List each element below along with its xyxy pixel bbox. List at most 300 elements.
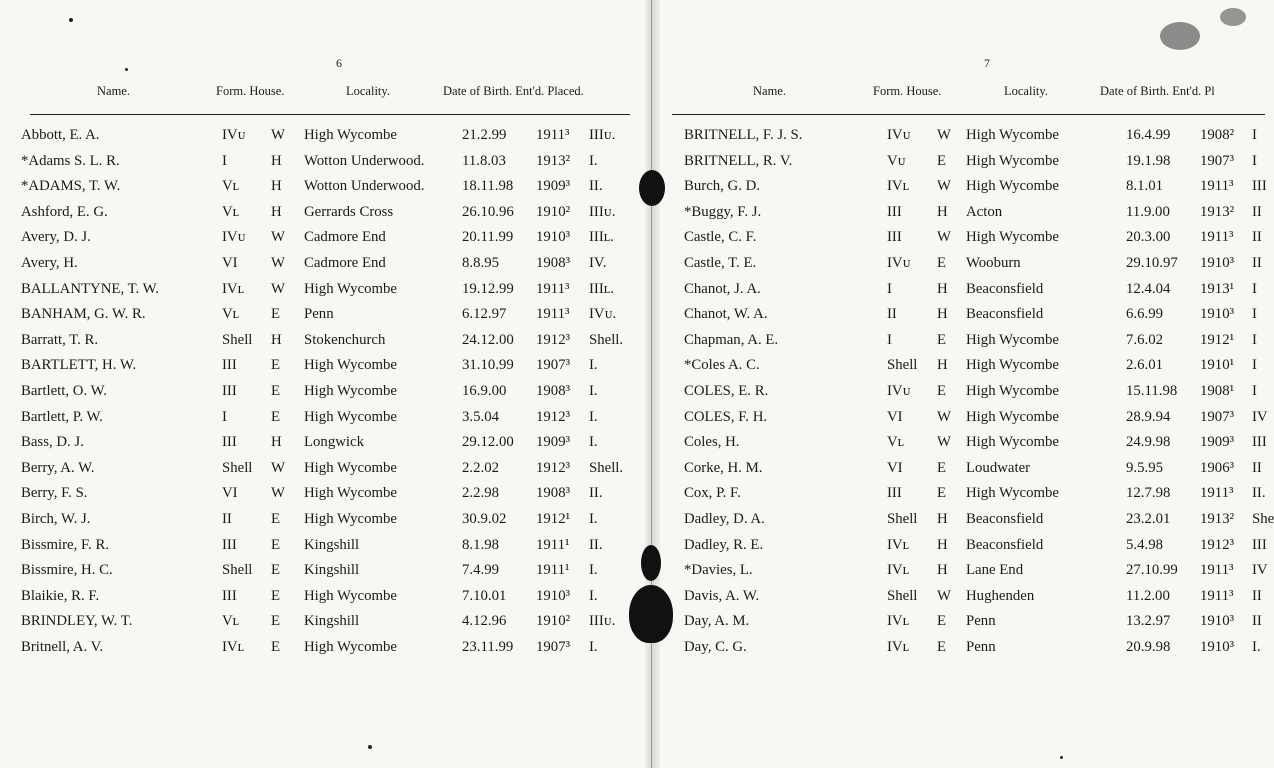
cell-name: Berry, F. S. — [21, 485, 88, 502]
table-row — [660, 204, 1265, 230]
cell-form: VI — [222, 485, 238, 502]
cell-locality: High Wycombe — [304, 357, 397, 374]
table-row — [0, 127, 645, 153]
table-row — [0, 562, 645, 588]
cell-entered: 1911³ — [1200, 229, 1234, 246]
cell-placed: I — [1252, 383, 1257, 399]
cell-house: E — [271, 383, 281, 399]
cell-placed: II. — [589, 536, 603, 553]
cell-placed: Shell. — [589, 331, 624, 348]
table-row — [660, 434, 1265, 460]
table-row — [0, 409, 645, 435]
cell-date-of-birth: 11.2.00 — [1126, 587, 1170, 604]
cell-name: Chanot, W. A. — [684, 306, 768, 323]
table-row — [0, 588, 645, 614]
cell-name: *Adams S. L. R. — [21, 152, 120, 169]
column-header-form-house: Form. House. — [216, 84, 285, 98]
cell-placed: III — [1252, 434, 1267, 451]
cell-house: H — [271, 434, 282, 451]
table-row — [660, 408, 1268, 435]
cell-locality: High Wycombe — [304, 511, 397, 527]
table-row — [660, 511, 1274, 537]
cell-placed: I. — [589, 357, 598, 374]
cell-form: II — [222, 511, 232, 527]
cell-placed: I. — [589, 511, 598, 527]
cell-date-of-birth: 24.9.98 — [1126, 434, 1171, 451]
cell-date-of-birth: 28.9.94 — [1126, 408, 1171, 425]
cell-form: VI — [222, 255, 238, 271]
cell-placed: II — [1252, 459, 1262, 476]
table-row — [660, 127, 1265, 153]
cell-form: Vʟ — [222, 178, 240, 195]
cell-name: Dadley, D. A. — [684, 511, 765, 527]
cell-date-of-birth: 6.6.99 — [1126, 306, 1163, 323]
cell-house: W — [937, 178, 951, 195]
cell-house: W — [937, 127, 951, 143]
cell-form: III — [887, 229, 902, 246]
cell-name: Abbott, E. A. — [21, 127, 100, 143]
cell-date-of-birth: 2.6.01 — [1126, 357, 1163, 374]
cell-form: Shell — [222, 459, 253, 476]
cell-form: I — [222, 152, 227, 169]
table-row — [0, 434, 645, 460]
book-spine — [645, 0, 660, 768]
cell-locality: Cadmore End — [304, 229, 386, 246]
cell-form: Shell — [887, 357, 918, 374]
cell-form: I — [887, 280, 892, 297]
cell-house: W — [937, 229, 951, 246]
cell-house: W — [271, 459, 285, 476]
cell-entered: 1910³ — [1200, 639, 1235, 655]
cell-form: III — [222, 587, 237, 604]
column-header-name: Name. — [753, 84, 786, 98]
cell-name: Berry, A. W. — [21, 459, 95, 476]
table-row — [660, 383, 1265, 409]
cell-locality: High Wycombe — [966, 383, 1059, 399]
cell-name: Day, A. M. — [684, 613, 750, 630]
cell-house: W — [271, 255, 285, 271]
cell-locality: Longwick — [304, 434, 364, 451]
cell-placed: II — [1252, 587, 1262, 604]
spine-line — [651, 0, 652, 768]
cell-placed: II — [1252, 203, 1262, 220]
cell-locality: High Wycombe — [966, 331, 1059, 348]
page-number: 7 — [984, 56, 990, 70]
table-row — [660, 562, 1268, 588]
cell-placed: II. — [589, 178, 603, 195]
ink-smudge — [1160, 22, 1200, 50]
cell-date-of-birth: 6.12.97 — [462, 306, 507, 323]
cell-house: E — [271, 639, 281, 655]
cell-date-of-birth: 12.4.04 — [1126, 280, 1171, 297]
table-row — [0, 204, 645, 230]
cell-locality: High Wycombe — [304, 639, 397, 655]
cell-form: VI — [887, 408, 903, 425]
cell-house: H — [937, 536, 948, 553]
cell-placed: IIIᴜ. — [589, 127, 616, 143]
table-row — [0, 178, 645, 204]
cell-date-of-birth: 20.9.98 — [1126, 639, 1171, 655]
cell-form: IVʟ — [887, 178, 909, 195]
cell-locality: Loudwater — [966, 459, 1031, 476]
cell-name: *Davies, L. — [684, 562, 753, 579]
cell-entered: 1909³ — [1200, 434, 1235, 451]
cell-placed: I — [1252, 280, 1257, 297]
cell-placed: I. — [589, 639, 598, 655]
cell-entered: 1912³ — [536, 408, 571, 425]
cell-entered: 1913² — [1200, 203, 1235, 220]
cell-name: Coles, H. — [684, 434, 740, 451]
cell-locality: Cadmore End — [304, 255, 386, 271]
cell-form: III — [222, 383, 237, 399]
cell-date-of-birth: 7.4.99 — [462, 562, 499, 579]
column-header-locality: Locality. — [1004, 84, 1048, 98]
cell-house: W — [271, 127, 285, 143]
speck — [69, 18, 73, 22]
cell-date-of-birth: 11.9.00 — [1126, 203, 1170, 220]
cell-locality: Kingshill — [304, 536, 360, 553]
column-header-name: Name. — [97, 84, 130, 98]
cell-entered: 1910³ — [1200, 306, 1235, 323]
cell-entered: 1907³ — [536, 357, 571, 374]
cell-entered: 1911³ — [536, 280, 570, 297]
cell-locality: High Wycombe — [304, 280, 397, 297]
cell-locality: Kingshill — [304, 562, 360, 579]
cell-form: Shell — [222, 331, 253, 348]
cell-placed: IIIʟ. — [589, 280, 614, 297]
cell-date-of-birth: 20.3.00 — [1126, 229, 1171, 246]
cell-house: E — [271, 587, 281, 604]
cell-name: Britnell, A. V. — [21, 639, 104, 655]
cell-locality: High Wycombe — [966, 357, 1059, 374]
cell-date-of-birth: 18.11.98 — [462, 178, 514, 195]
cell-name: Avery, D. J. — [21, 229, 91, 246]
cell-house: E — [937, 331, 947, 348]
cell-locality: High Wycombe — [966, 178, 1059, 195]
cell-date-of-birth: 7.10.01 — [462, 587, 507, 604]
cell-locality: Penn — [304, 306, 334, 323]
cell-house: W — [271, 485, 285, 502]
cell-locality: Beaconsfield — [966, 511, 1044, 527]
cell-locality: High Wycombe — [966, 434, 1059, 451]
cell-form: III — [887, 485, 902, 502]
table-row — [0, 460, 645, 486]
cell-entered: 1908³ — [536, 255, 571, 271]
table-row — [0, 537, 645, 563]
cell-locality: Acton — [966, 203, 1003, 220]
cell-house: E — [937, 613, 947, 630]
cell-entered: 1910³ — [536, 229, 571, 246]
cell-entered: 1912³ — [536, 331, 571, 348]
cell-house: H — [271, 331, 282, 348]
table-row — [660, 588, 1265, 614]
cell-placed: I. — [589, 383, 598, 399]
cell-name: Dadley, R. E. — [684, 536, 764, 553]
cell-entered: 1911¹ — [536, 536, 570, 553]
cell-placed: I. — [589, 152, 598, 169]
table-row — [0, 357, 645, 383]
cell-house: W — [937, 408, 951, 425]
cell-date-of-birth: 7.6.02 — [1126, 331, 1163, 348]
cell-name: Castle, T. E. — [684, 255, 757, 271]
cell-form: IVʟ — [887, 613, 909, 630]
cell-date-of-birth: 3.5.04 — [462, 408, 499, 425]
cell-name: *Coles A. C. — [684, 357, 760, 374]
cell-name: Bartlett, P. W. — [21, 408, 103, 425]
cell-house: E — [937, 459, 947, 476]
cell-date-of-birth: 9.5.95 — [1126, 459, 1163, 476]
cell-form: IVʟ — [887, 536, 909, 553]
cell-house: H — [937, 357, 948, 374]
cell-name: Davis, A. W. — [684, 587, 760, 604]
cell-name: BRITNELL, R. V. — [684, 152, 793, 169]
table-row — [0, 383, 645, 409]
cell-form: I — [222, 408, 227, 425]
cell-house: H — [937, 562, 948, 579]
cell-entered: 1908¹ — [1200, 383, 1235, 399]
cell-house: H — [937, 280, 948, 297]
cell-form: IVʟ — [887, 562, 909, 579]
table-row — [660, 281, 1265, 307]
cell-house: H — [271, 178, 282, 195]
cell-form: Shell — [222, 562, 253, 579]
cell-date-of-birth: 24.12.00 — [462, 331, 514, 348]
cell-house: H — [271, 203, 282, 220]
cell-house: E — [271, 306, 281, 323]
cell-name: Barratt, T. R. — [21, 331, 99, 348]
cell-date-of-birth: 19.1.98 — [1126, 152, 1171, 169]
cell-entered: 1911³ — [1200, 178, 1234, 195]
right-page — [660, 0, 1274, 768]
cell-entered: 1910³ — [1200, 613, 1235, 630]
column-header-locality: Locality. — [346, 84, 390, 98]
cell-name: Chapman, A. E. — [684, 331, 779, 348]
cell-locality: High Wycombe — [304, 383, 397, 399]
cell-entered: 1907³ — [1200, 408, 1235, 425]
cell-placed: Shell. — [589, 459, 624, 476]
cell-date-of-birth: 2.2.98 — [462, 485, 499, 502]
cell-name: COLES, E. R. — [684, 383, 769, 399]
cell-name: *ADAMS, T. W. — [21, 178, 121, 195]
cell-date-of-birth: 8.1.01 — [1126, 178, 1163, 195]
cell-date-of-birth: 13.2.97 — [1126, 613, 1171, 630]
table-row — [0, 511, 645, 537]
cell-entered: 1911³ — [1200, 587, 1234, 604]
cell-locality: Penn — [966, 613, 996, 630]
cell-placed: I — [1252, 127, 1257, 143]
table-row — [660, 255, 1265, 281]
cell-form: IVʟ — [887, 639, 909, 655]
cell-date-of-birth: 29.12.00 — [462, 434, 514, 451]
cell-entered: 1913² — [1200, 511, 1235, 527]
cell-house: H — [937, 511, 948, 527]
cell-form: IVʟ — [222, 280, 244, 297]
cell-placed: II — [1252, 613, 1262, 630]
cell-date-of-birth: 19.12.99 — [462, 280, 514, 297]
cell-date-of-birth: 12.7.98 — [1126, 485, 1171, 502]
cell-name: Bartlett, O. W. — [21, 383, 107, 399]
column-header-dob-entd-placed: Date of Birth. Ent'd. Pl — [1100, 84, 1215, 98]
cell-locality: Wooburn — [966, 255, 1021, 271]
table-row — [660, 613, 1265, 639]
cell-locality: High Wycombe — [966, 408, 1059, 425]
cell-form: VI — [887, 459, 903, 476]
cell-entered: 1909³ — [536, 178, 571, 195]
column-header-dob-entd-placed: Date of Birth. Ent'd. Placed. — [443, 84, 584, 98]
cell-locality: Wotton Underwood. — [304, 178, 425, 195]
cell-locality: Beaconsfield — [966, 280, 1044, 297]
cell-locality: Penn — [966, 639, 996, 655]
cell-placed: II. — [1252, 485, 1266, 502]
cell-house: E — [271, 562, 281, 579]
cell-entered: 1910² — [536, 613, 571, 630]
cell-date-of-birth: 29.10.97 — [1126, 255, 1178, 271]
cell-date-of-birth: 8.1.98 — [462, 536, 499, 553]
cell-name: Birch, W. J. — [21, 511, 91, 527]
cell-name: Day, C. G. — [684, 639, 747, 655]
table-row — [660, 153, 1265, 179]
cell-locality: High Wycombe — [304, 459, 397, 476]
table-row — [660, 229, 1265, 255]
cell-entered: 1908³ — [536, 383, 571, 399]
cell-locality: Beaconsfield — [966, 306, 1044, 323]
cell-house: E — [271, 357, 281, 374]
cell-placed: I — [1252, 152, 1257, 169]
cell-locality: Kingshill — [304, 613, 360, 630]
speck — [1060, 756, 1063, 759]
table-row — [660, 460, 1265, 486]
cell-locality: Stokenchurch — [304, 331, 386, 348]
cell-placed: I. — [589, 562, 598, 579]
cell-form: Shell — [887, 511, 918, 527]
cell-form: II — [887, 306, 897, 323]
cell-form: IVᴜ — [222, 229, 246, 246]
cell-date-of-birth: 21.2.99 — [462, 127, 507, 143]
cell-name: Avery, H. — [21, 255, 78, 271]
cell-entered: 1913² — [536, 152, 571, 169]
cell-entered: 1911³ — [536, 127, 570, 143]
cell-placed: I. — [589, 587, 598, 604]
speck — [368, 745, 372, 749]
cell-entered: 1909³ — [536, 434, 571, 451]
cell-entered: 1911¹ — [536, 562, 570, 579]
cell-entered: 1908² — [1200, 127, 1235, 143]
cell-entered: 1910³ — [1200, 255, 1235, 271]
cell-locality: Lane End — [966, 562, 1024, 579]
cell-date-of-birth: 30.9.02 — [462, 511, 507, 527]
cell-house: E — [271, 613, 281, 630]
cell-placed: I. — [1252, 639, 1261, 655]
cell-form: Shell — [887, 587, 918, 604]
cell-form: IVʟ — [222, 639, 244, 655]
cell-date-of-birth: 15.11.98 — [1126, 383, 1178, 399]
column-header-form-house: Form. House. — [873, 84, 942, 98]
cell-placed: I — [1252, 306, 1257, 323]
cell-entered: 1912¹ — [1200, 331, 1235, 348]
speck — [125, 68, 128, 71]
cell-locality: High Wycombe — [966, 485, 1059, 502]
cell-placed: III — [1252, 178, 1267, 195]
ink-smudge — [1220, 8, 1246, 26]
cell-locality: High Wycombe — [304, 408, 397, 425]
cell-locality: High Wycombe — [966, 127, 1059, 143]
cell-house: E — [937, 485, 947, 502]
cell-date-of-birth: 23.2.01 — [1126, 511, 1171, 527]
table-row — [0, 229, 645, 255]
cell-form: IVᴜ — [222, 127, 246, 143]
table-row — [660, 357, 1265, 383]
cell-form: Vʟ — [222, 306, 240, 323]
cell-locality: Beaconsfield — [966, 536, 1044, 553]
cell-name: Burch, G. D. — [684, 178, 761, 195]
cell-locality: Hughenden — [966, 587, 1035, 604]
cell-name: Ashford, E. G. — [21, 203, 108, 220]
cell-placed: III — [1252, 536, 1267, 553]
cell-locality: High Wycombe — [304, 485, 397, 502]
cell-house: H — [271, 152, 282, 169]
cell-placed: IIIʟ. — [589, 229, 614, 246]
cell-name: BALLANTYNE, T. W. — [21, 280, 159, 297]
cell-form: IVᴜ — [887, 127, 911, 143]
cell-form: Vʟ — [222, 203, 240, 220]
cell-name: *Buggy, F. J. — [684, 203, 762, 220]
cell-name: Blaikie, R. F. — [21, 587, 100, 604]
cell-placed: II — [1252, 255, 1262, 271]
cell-house: W — [937, 434, 951, 451]
cell-entered: 1912¹ — [536, 511, 571, 527]
cell-date-of-birth: 11.8.03 — [462, 152, 506, 169]
cell-name: Bissmire, F. R. — [21, 536, 110, 553]
table-row — [660, 485, 1265, 511]
table-row — [660, 332, 1265, 358]
cell-placed: I — [1252, 357, 1257, 374]
cell-placed: IV — [1252, 562, 1268, 579]
table-row — [660, 306, 1265, 332]
cell-placed: II — [1252, 229, 1262, 246]
cell-form: III — [887, 203, 902, 220]
table-row — [0, 613, 645, 639]
cell-form: Vʟ — [887, 434, 905, 451]
cell-house: H — [937, 203, 948, 220]
cell-placed: I. — [589, 408, 598, 425]
cell-form: IVᴜ — [887, 383, 911, 399]
cell-entered: 1910³ — [536, 587, 571, 604]
cell-house: W — [271, 229, 285, 246]
cell-house: E — [937, 152, 947, 169]
cell-date-of-birth: 5.4.98 — [1126, 536, 1163, 553]
cell-form: I — [887, 331, 892, 348]
cell-form: III — [222, 536, 237, 553]
cell-date-of-birth: 20.11.99 — [462, 229, 514, 246]
cell-date-of-birth: 16.9.00 — [462, 383, 507, 399]
table-row — [0, 332, 645, 358]
table-row — [660, 537, 1265, 563]
cell-locality: High Wycombe — [304, 587, 397, 604]
cell-form: III — [222, 434, 237, 451]
cell-form: Vᴜ — [887, 152, 906, 169]
cell-name: Corke, H. M. — [684, 459, 763, 476]
header-rule — [30, 114, 630, 115]
cell-name: Cox, P. F. — [684, 485, 741, 502]
cell-form: Vʟ — [222, 613, 240, 630]
cell-placed: IV. — [589, 255, 607, 271]
cell-name: Bass, D. J. — [21, 434, 84, 451]
cell-date-of-birth: 23.11.99 — [462, 639, 514, 655]
cell-name: Castle, C. F. — [684, 229, 757, 246]
cell-placed: She — [1252, 511, 1274, 527]
cell-locality: Wotton Underwood. — [304, 152, 425, 169]
cell-name: BARTLETT, H. W. — [21, 357, 137, 374]
